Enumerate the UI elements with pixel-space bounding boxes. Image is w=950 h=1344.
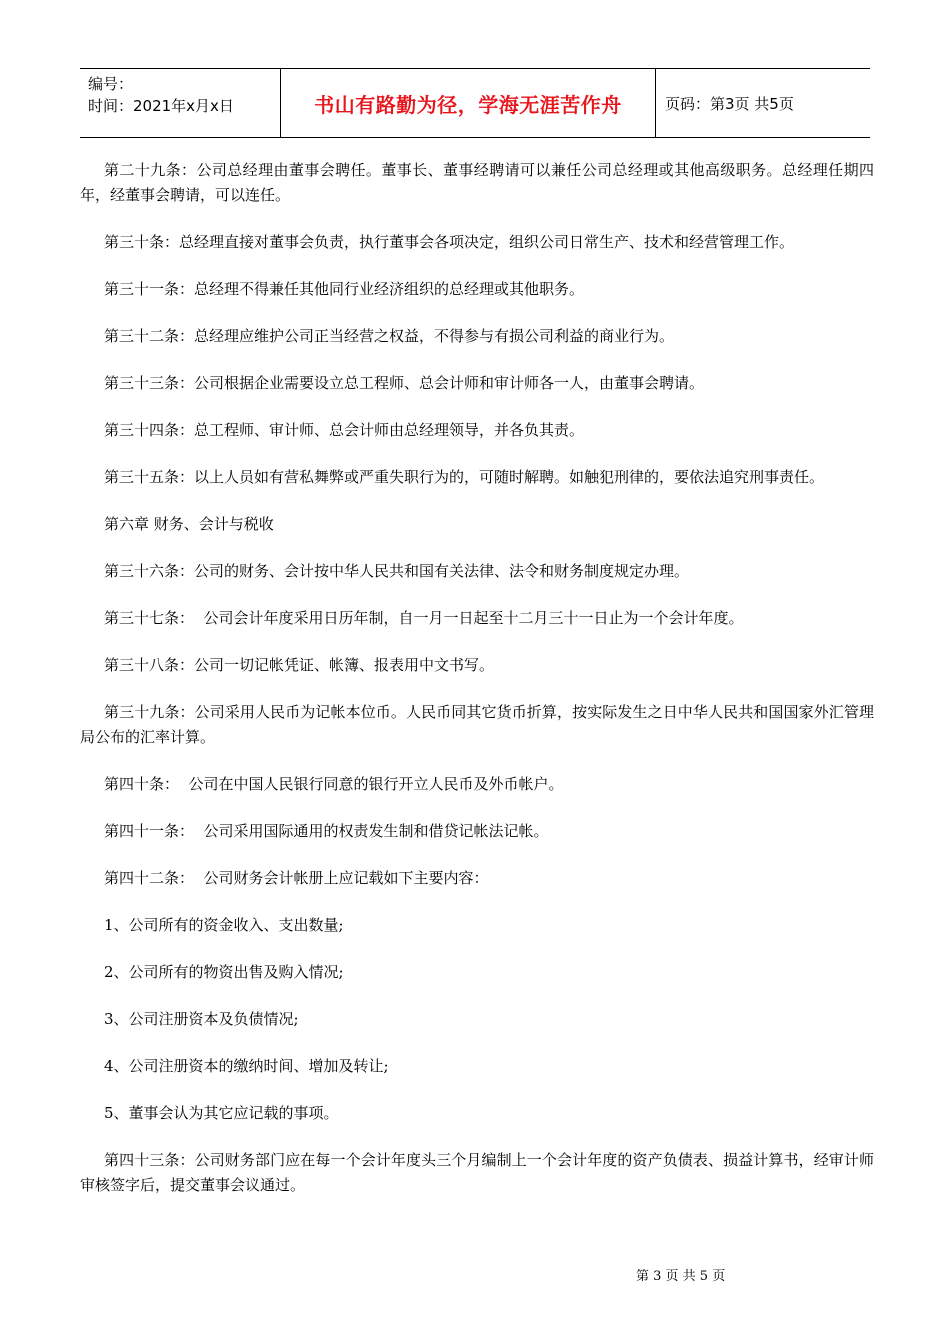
article-32: 第三十二条：总经理应维护公司正当经营之权益，不得参与有损公司利益的商业行为。 (104, 327, 675, 345)
article-30: 第三十条：总经理直接对董事会负责，执行董事会各项决定，组织公司日常生产、技术和经营管理工作。 (104, 233, 795, 251)
article-38: 第三十八条：公司一切记帐凭证、帐簿、报表用中文书写。 (104, 656, 495, 674)
article-37: 第三十七条： 公司会计年度采用日历年制，自一月一日起至十二月三十一日止为一个会计年度。 (104, 609, 744, 627)
article-31: 第三十一条：总经理不得兼任其他同行业经济组织的总经理或其他职务。 (104, 280, 585, 298)
list-item-2: 2、公司所有的物资出售及购入情况; (104, 963, 344, 981)
list-item-3: 3、公司注册资本及负债情况; (104, 1010, 299, 1028)
list-item-1: 1、公司所有的资金收入、支出数量; (104, 916, 344, 934)
article-42: 第四十二条： 公司财务会计帐册上应记载如下主要内容： (104, 869, 489, 887)
date-label: 时间：2021年x月x日 (88, 97, 234, 115)
article-35: 第三十五条：以上人员如有营私舞弊或严重失职行为的，可随时解聘。如触犯刑律的，要依法追究刑事责任。 (104, 468, 825, 486)
article-36: 第三十六条：公司的财务、会计按中华人民共和国有关法律、法令和财务制度规定办理。 (104, 562, 690, 580)
page-footer: 第 3 页 共 5 页 (636, 1269, 726, 1284)
document-body (80, 158, 874, 1220)
article-34: 第三十四条：总工程师、审计师、总会计师由总经理领导，并各负其责。 (104, 421, 585, 439)
list-item-4: 4、公司注册资本的缴纳时间、增加及转让; (104, 1057, 389, 1075)
article-43: 第四十三条：公司财务部门应在每一个会计年度头三个月编制上一个会计年度的资产负债表、损益计算书，经审计师审核签字后，提交董事会议通过。 (80, 1151, 874, 1194)
motto: 书山有路勤为径，学海无涯苦作舟 (281, 69, 656, 137)
article-29: 第二十九条：公司总经理由董事会聘任。董事长、董事经聘请可以兼任公司总经理或其他高级职务。总经理任期四年，经董事会聘请，可以连任。 (80, 161, 874, 204)
number-label: 编号： (88, 75, 134, 93)
article-39: 第三十九条：公司采用人民币为记帐本位币。人民币同其它货币折算，按实际发生之日中华人民共和国国家外汇管理局公布的汇率计算。 (80, 703, 874, 746)
article-41: 第四十一条： 公司采用国际通用的权责发生制和借贷记帐法记帐。 (104, 822, 549, 840)
article-33: 第三十三条：公司根据企业需要设立总工程师、总会计师和审计师各一人，由董事会聘请。 (104, 374, 705, 392)
article-40: 第四十条： 公司在中国人民银行同意的银行开立人民币及外币帐户。 (104, 775, 564, 793)
page-info: 页码：第3页 共5页 (665, 94, 794, 113)
chapter-heading: 第六章 财务、会计与税收 (104, 515, 274, 533)
page-header (80, 68, 870, 138)
list-item-5: 5、董事会认为其它应记载的事项。 (104, 1104, 339, 1122)
header-meta (80, 69, 281, 137)
